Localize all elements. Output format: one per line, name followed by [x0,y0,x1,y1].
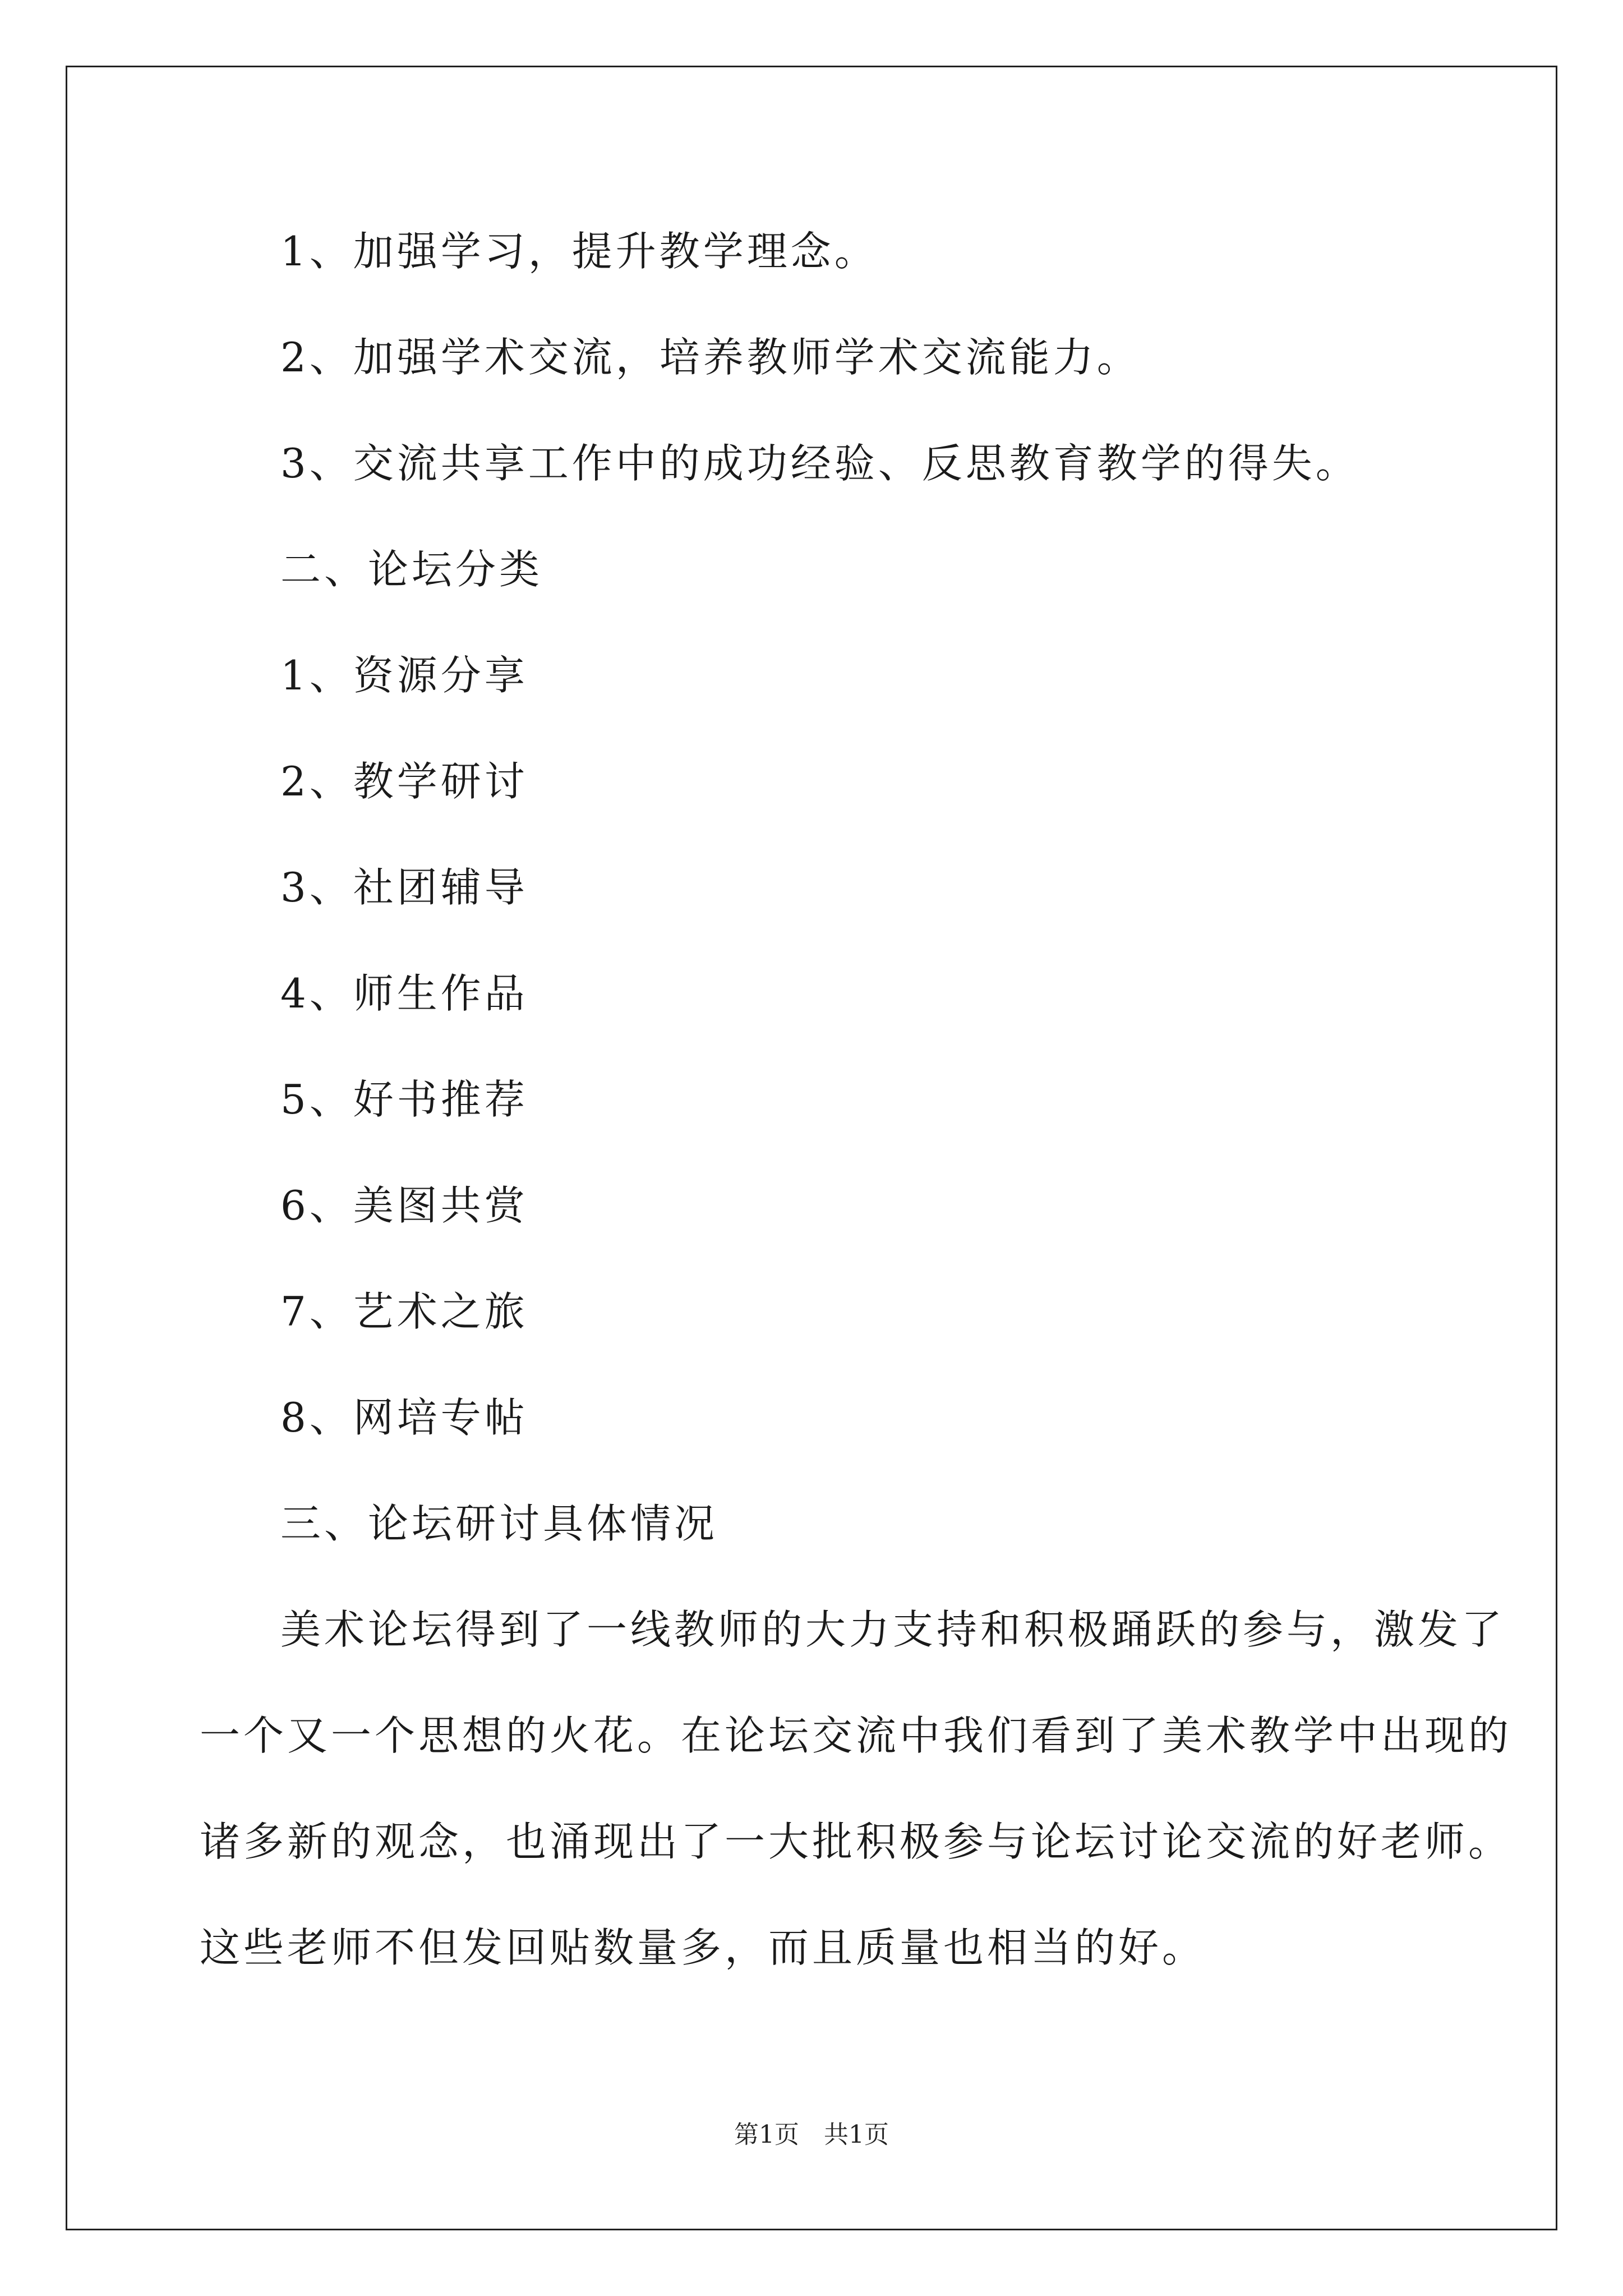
page-footer: 第1页 共1页 [734,2120,889,2149]
item-line: 3、交流共享工作中的成功经验、反思教育教学的得失。 [280,440,1359,487]
section-heading: 二、论坛分类 [280,546,543,593]
paragraph-line: 这些老师不但发回贴数量多，而且质量也相当的好。 [200,1924,1206,1971]
paragraph-line: 一个又一个思想的火花。在论坛交流中我们看到了美术教学中出现的 [200,1712,1513,1759]
item-line: 7、艺术之旅 [280,1288,528,1335]
item-line: 3、社团辅导 [280,864,528,911]
item-line: 6、美图共赏 [280,1182,528,1229]
item-line: 2、教学研讨 [280,758,528,805]
item-line: 5、好书推荐 [280,1076,528,1123]
item-line: 1、加强学习，提升教学理念。 [280,228,878,275]
paragraph-line: 美术论坛得到了一线教师的大力支持和积极踊跃的参与，激发了 [280,1606,1506,1653]
item-line: 4、师生作品 [280,970,528,1017]
item-line: 8、网培专帖 [280,1394,528,1441]
item-line: 2、加强学术交流，培养教师学术交流能力。 [280,334,1141,381]
section-heading: 三、论坛研讨具体情况 [280,1500,718,1547]
paragraph-line: 诸多新的观念，也涌现出了一大批积极参与论坛讨论交流的好老师。 [200,1818,1513,1865]
item-line: 1、资源分享 [280,652,528,699]
